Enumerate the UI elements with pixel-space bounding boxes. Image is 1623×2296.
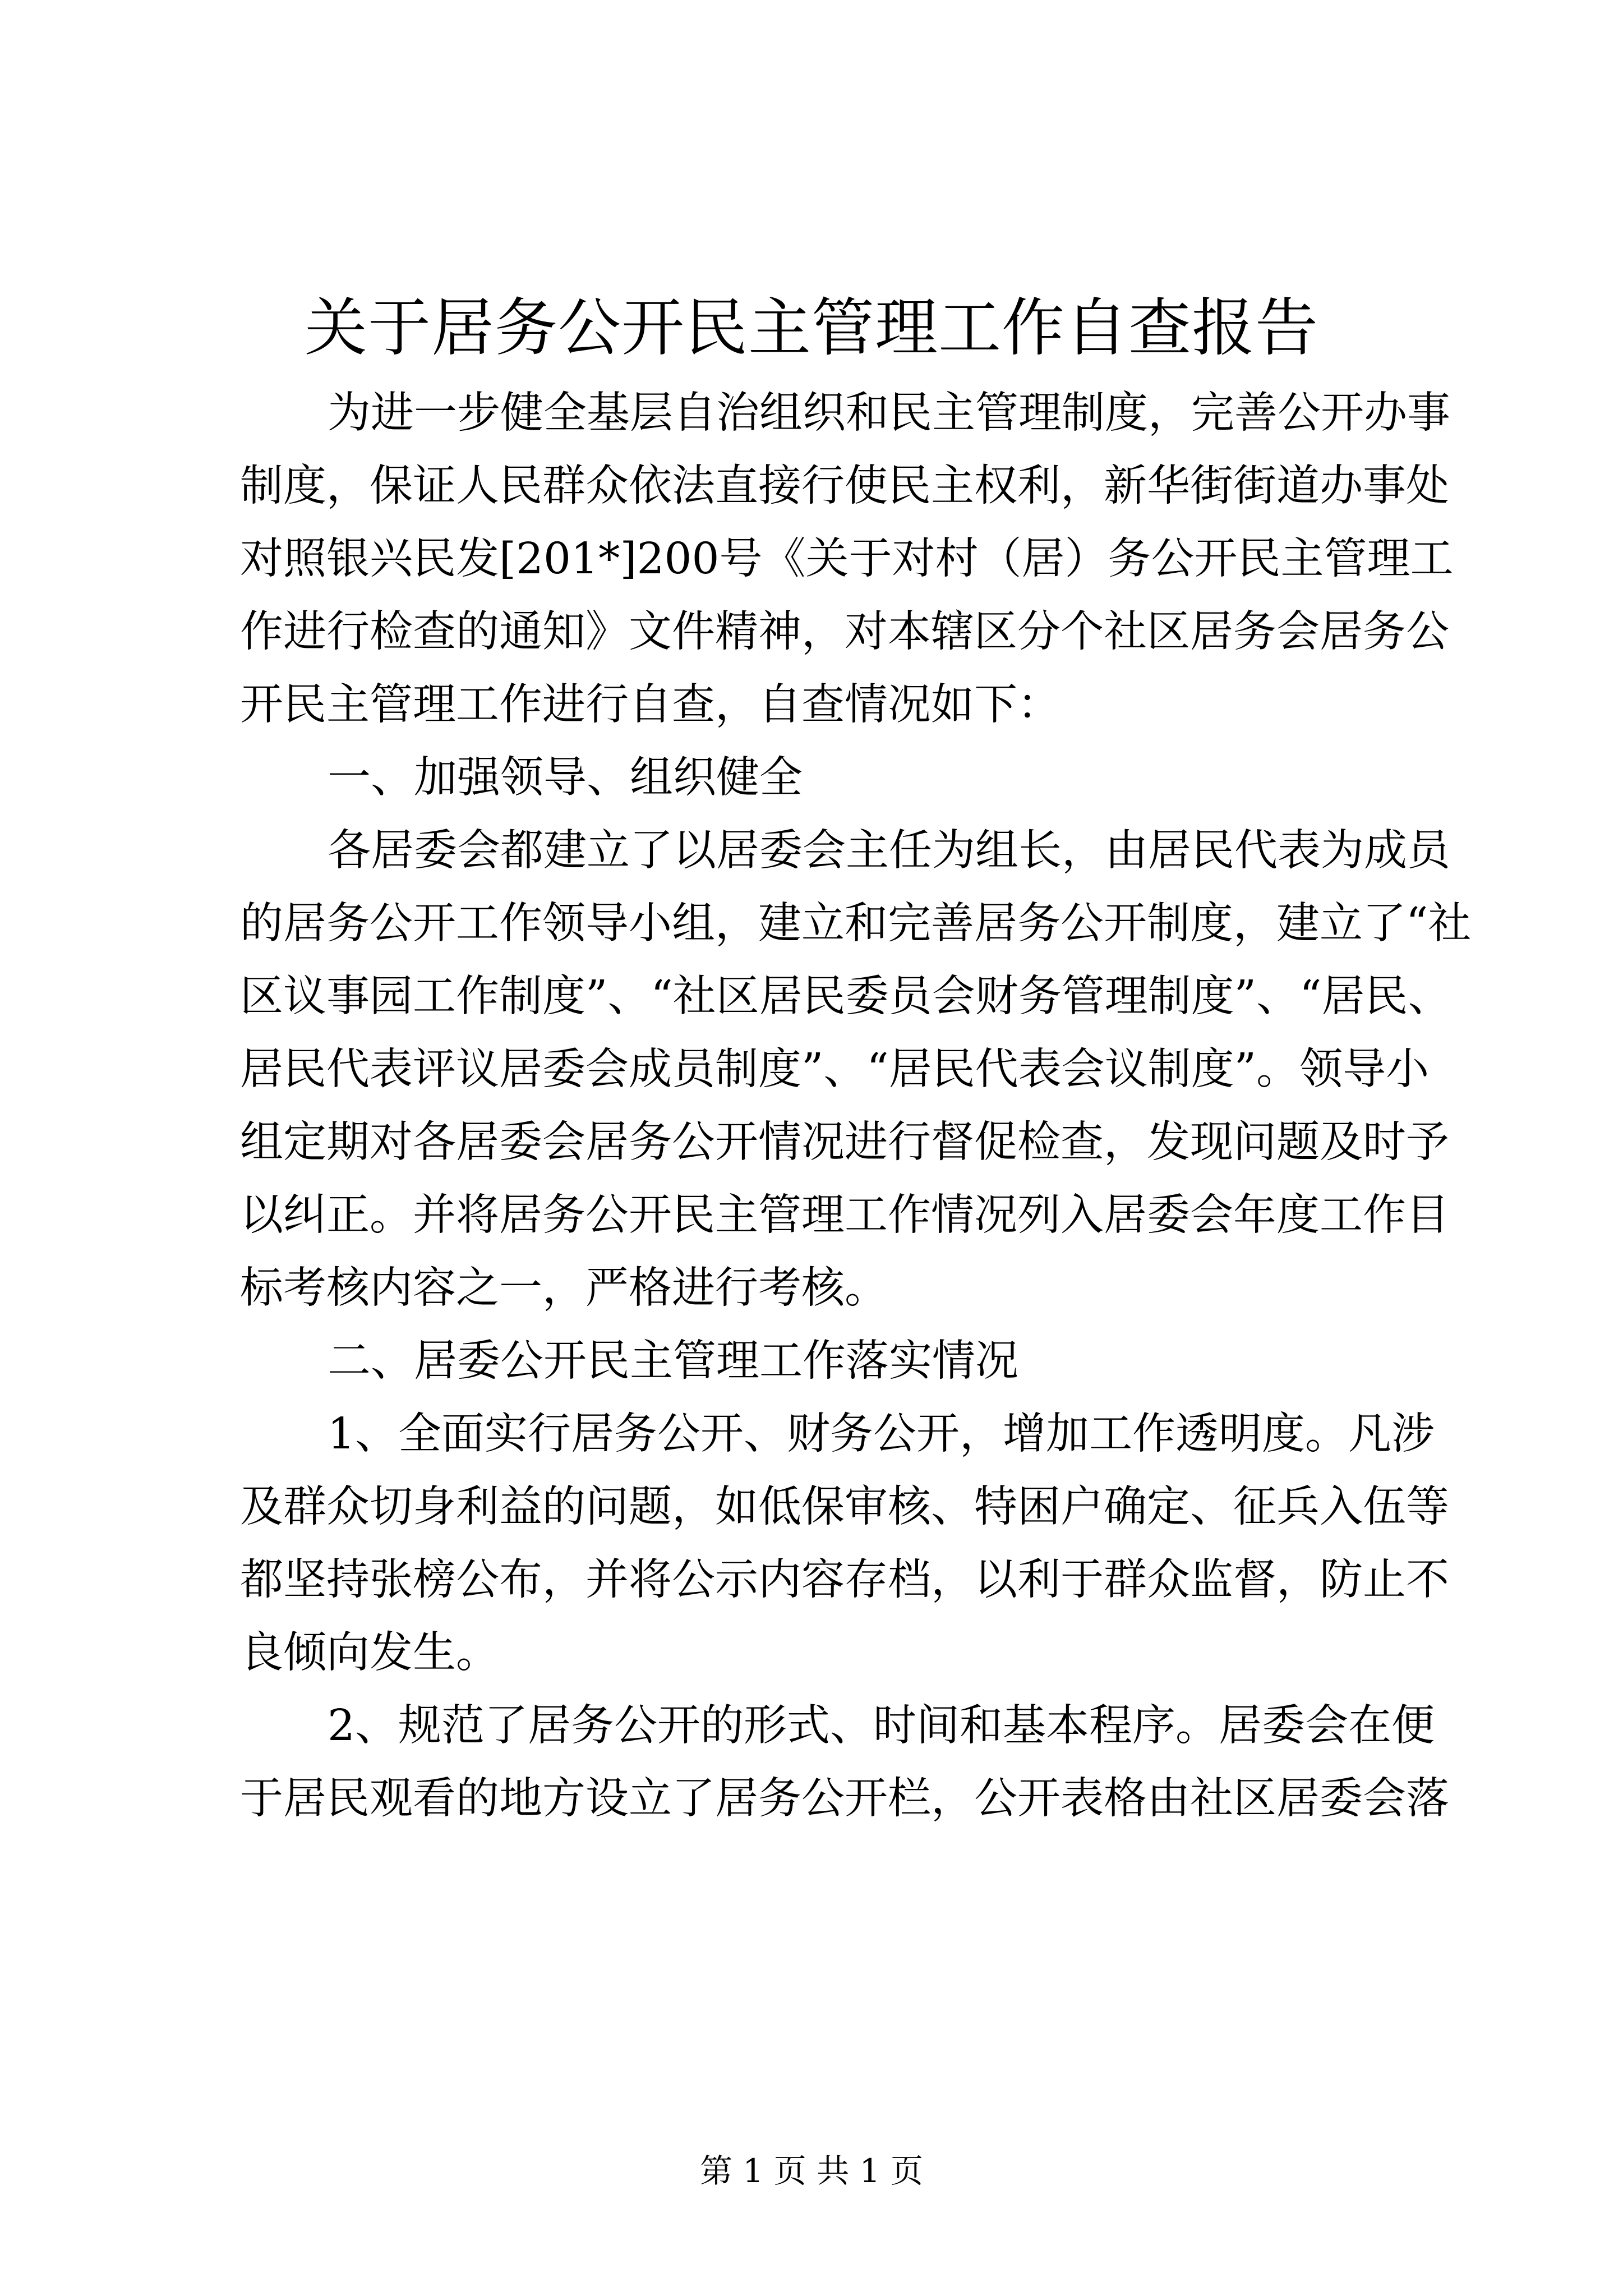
body-line: 为进一步健全基层自治组织和民主管理制度，完善公开办事 xyxy=(328,388,1450,438)
body-line: 于居民观看的地方设立了居务公开栏，公开表格由社区居委会落 xyxy=(240,1774,1449,1824)
document-title: 关于居务公开民主管理工作自查报告 xyxy=(305,292,1318,365)
body-line: 各居委会都建立了以居委会主任为组长，由居民代表为成员 xyxy=(328,826,1450,876)
body-line: 区议事园工作制度”、“社区居民委员会财务管理制度”、“居民、 xyxy=(240,972,1451,1022)
body-line: 开民主管理工作进行自查，自查情况如下： xyxy=(240,680,1061,730)
body-line: 标考核内容之一，严格进行考核。 xyxy=(240,1263,888,1313)
body-line: 都坚持张榜公布，并将公示内容存档，以利于群众监督，防止不 xyxy=(240,1555,1449,1605)
body-line: 2、规范了居务公开的形式、时间和基本程序。居委会在便 xyxy=(328,1701,1435,1751)
body-line: 的居务公开工作领导小组，建立和完善居务公开制度，建立了“社 xyxy=(240,899,1472,949)
body-line: 居民代表评议居委会成员制度”、“居民代表会议制度”。领导小 xyxy=(240,1045,1430,1094)
body-line: 良倾向发生。 xyxy=(240,1628,499,1678)
document-body xyxy=(240,377,1472,1835)
body-line: 作进行检查的通知》文件精神，对本辖区分个社区居务会居务公 xyxy=(240,607,1449,657)
body-line: 组定期对各居委会居务公开情况进行督促检查，发现问题及时予 xyxy=(240,1117,1449,1167)
body-line: 二、居委公开民主管理工作落实情况 xyxy=(328,1336,1018,1386)
body-line: 及群众切身利益的问题，如低保审核、特困户确定、征兵入伍等 xyxy=(240,1482,1449,1532)
body-line: 以纠正。并将居务公开民主管理工作情况列入居委会年度工作目 xyxy=(240,1190,1449,1240)
body-line: 1、全面实行居务公开、财务公开，增加工作透明度。凡涉 xyxy=(328,1409,1435,1459)
page-footer: 第 1 页 共 1 页 xyxy=(700,2152,923,2190)
body-line: 一、加强领导、组织健全 xyxy=(328,753,803,803)
body-line: 对照银兴民发[201*]200号《关于对村（居）务公开民主管理工 xyxy=(240,534,1454,584)
body-line: 制度，保证人民群众依法直接行使民主权利，新华街街道办事处 xyxy=(240,461,1449,511)
